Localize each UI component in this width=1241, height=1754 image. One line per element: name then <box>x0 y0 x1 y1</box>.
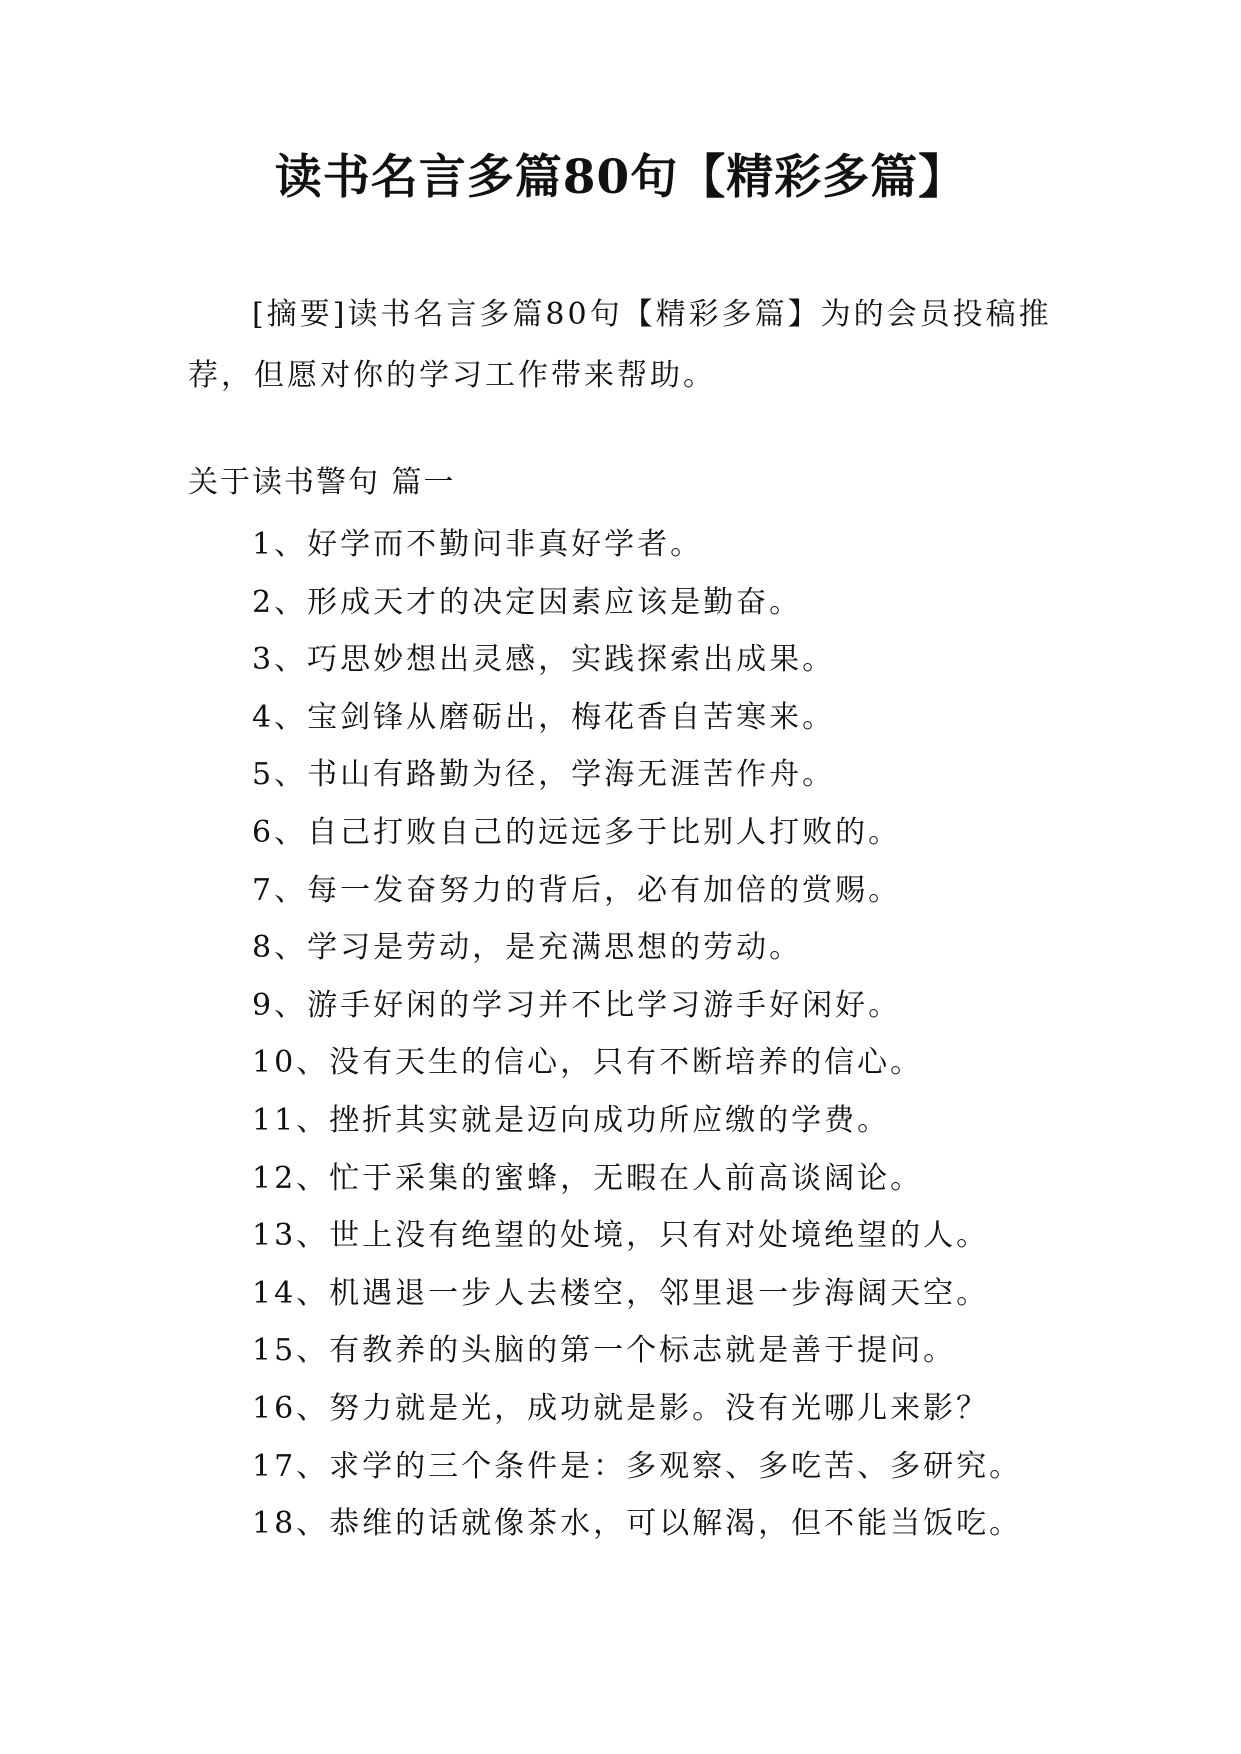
section-heading: 关于读书警句 篇一 <box>188 465 456 500</box>
document-title: 读书名言多篇80句【精彩多篇】 <box>274 150 967 205</box>
list-item: 12、忙于采集的蜜蜂，无暇在人前高谈阔论。 <box>252 1160 924 1196</box>
list-item: 18、恭维的话就像茶水，可以解渴，但不能当饭吃。 <box>252 1506 1023 1542</box>
list-item: 5、书山有路勤为径，学海无涯苦作舟。 <box>252 757 836 793</box>
list-item: 9、游手好闲的学习并不比学习游手好闲好。 <box>252 987 902 1023</box>
list-item: 7、每一发奋努力的背后，必有加倍的赏赐。 <box>252 872 902 908</box>
list-item: 13、世上没有绝望的处境，只有对处境绝望的人。 <box>252 1218 990 1254</box>
list-item: 8、学习是劳动，是充满思想的劳动。 <box>252 930 803 966</box>
list-item: 16、努力就是光，成功就是影。没有光哪儿来影？ <box>252 1390 990 1426</box>
list-item: 6、自己打败自己的远远多于比别人打败的。 <box>252 814 902 850</box>
abstract-paragraph: [摘要]读书名言多篇80句【精彩多篇】为的会员投稿推荐，但愿对你的学习工作带来帮助。 <box>188 297 1052 393</box>
quote-list <box>252 525 1022 1562</box>
list-item: 14、机遇退一步人去楼空，邻里退一步海阔天空。 <box>252 1275 990 1311</box>
list-item: 11、挫折其实就是迈向成功所应缴的学费。 <box>252 1102 891 1138</box>
list-item: 10、没有天生的信心，只有不断培养的信心。 <box>252 1045 924 1081</box>
list-item: 3、巧思妙想出灵感，实践探索出成果。 <box>252 642 836 678</box>
list-item: 15、有教养的头脑的第一个标志就是善于提问。 <box>252 1333 957 1369</box>
list-item: 4、宝剑锋从磨砺出，梅花香自苦寒来。 <box>252 699 836 735</box>
list-item: 1、好学而不勤问非真好学者。 <box>252 527 704 562</box>
list-item: 17、求学的三个条件是：多观察、多吃苦、多研究。 <box>252 1448 1023 1484</box>
list-item: 2、形成天才的决定因素应该是勤奋。 <box>252 584 803 620</box>
